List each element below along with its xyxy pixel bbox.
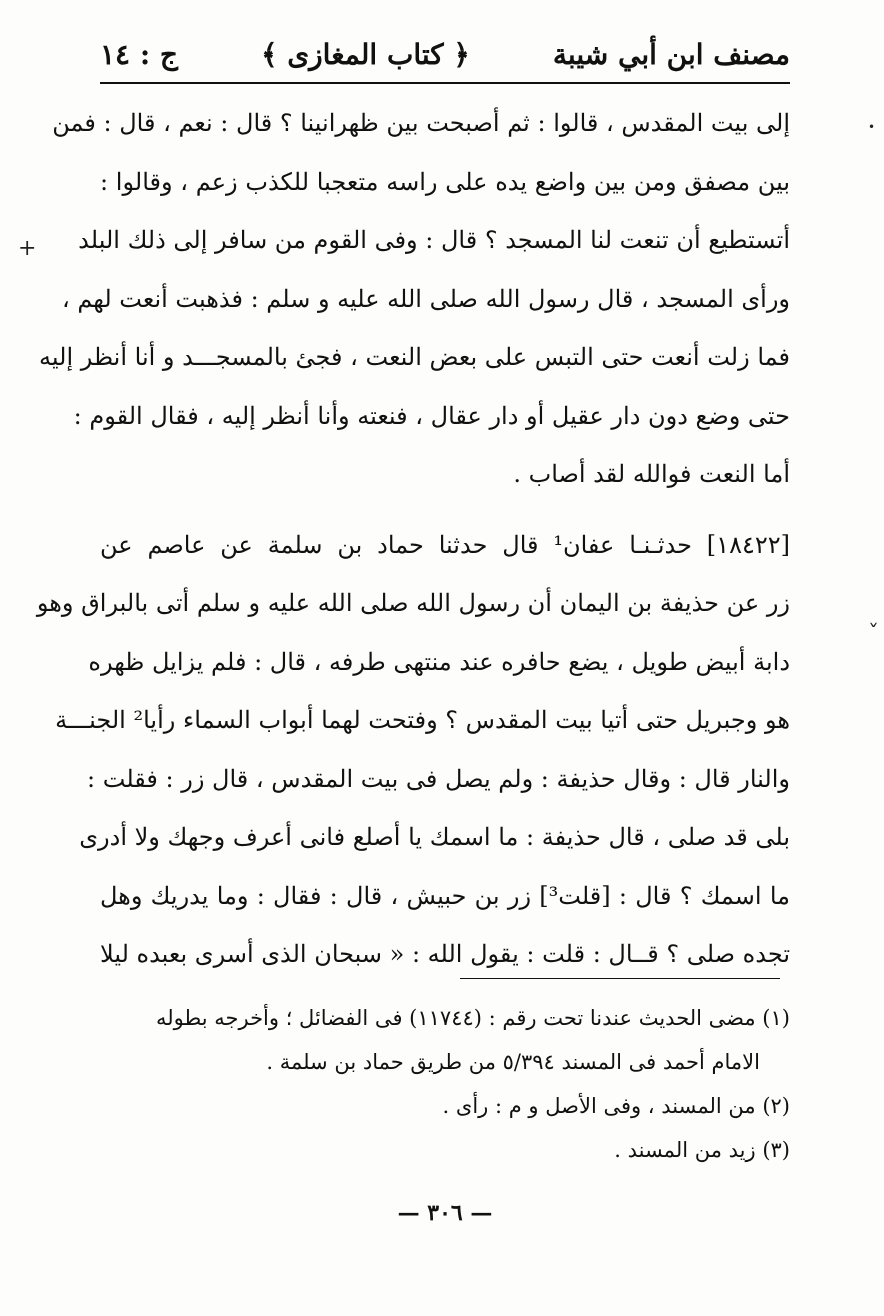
footnotes bbox=[100, 996, 790, 1172]
running-header bbox=[100, 28, 790, 80]
footnote-3: (٣) زيد من المسند . bbox=[614, 1138, 790, 1162]
page-number: — ٣٠٦ — bbox=[397, 1200, 493, 1226]
text-line: أتستطيع أن تنعت لنا المسجد ؟ قال : وفى القوم من سافر إلى ذلك البلد bbox=[78, 226, 790, 254]
margin-tick-mark: ˇ bbox=[868, 622, 879, 647]
footnote-1-continued: الامام أحمد فى المسند ٥/٣٩٤ من طريق حماد بن سلمة . bbox=[266, 1050, 760, 1074]
text-line: فما زلت أنعت حتى التبس على بعض النعت ، فجئ بالمسجـــد و أنا أنظر إليه bbox=[39, 343, 790, 371]
text-line: [١٨٤٢٢] حدثـنـا عفان¹ قال حدثنا حماد بن سلمة عن عاصم عن bbox=[100, 530, 790, 559]
margin-dot-mark: • bbox=[868, 120, 876, 134]
text-line: ما اسمك ؟ قال : [قلت³] زر بن حبيش ، قال : فقال : وما يدريك وهل bbox=[100, 881, 790, 910]
text-line: دابة أبيض طويل ، يضع حافره عند منتهى طرفه ، قال : فلم يزايل ظهره bbox=[88, 647, 790, 676]
text-line: تجده صلى ؟ قــال : قلت : يقول الله : « سبحان الذى أسرى بعبده ليلا bbox=[100, 940, 790, 968]
header-chapter-title: ﴿ كتاب المغازى ﴾ bbox=[261, 37, 470, 71]
text-line: بلى قد صلى ، قال حذيفة : ما اسمك يا أصلع فانى أعرف وجهك ولا أدرى bbox=[79, 823, 790, 851]
paragraph-1 bbox=[39, 94, 790, 504]
text-line: زر عن حذيفة بن اليمان أن رسول الله صلى الله عليه و سلم أتى بالبراق وهو bbox=[36, 589, 790, 617]
paragraph-2 bbox=[36, 516, 790, 984]
header-volume-number: ج : ١٤ bbox=[100, 37, 178, 71]
text-line: أما النعت فوالله لقد أصاب . bbox=[513, 460, 790, 488]
body-text bbox=[36, 94, 790, 984]
header-rule bbox=[100, 82, 790, 84]
footnote-1: (١) مضى الحديث عندنا تحت رقم : (١١٧٤٤) فى الفضائل ؛ وأخرجه بطوله bbox=[155, 1006, 790, 1030]
text-line: والنار قال : وقال حذيفة : ولم يصل فى بيت المقدس ، قال زر : فقلت : bbox=[87, 764, 790, 793]
text-line: حتى وضع دون دار عقيل أو دار عقال ، فنعته وأنا أنظر إليه ، فقال القوم : bbox=[73, 401, 790, 430]
text-line: ورأى المسجد ، قال رسول الله صلى الله عليه و سلم : فذهبت أنعت لهم ، bbox=[61, 284, 790, 313]
header-book-title: مصنف ابن أبي شيبة bbox=[552, 37, 790, 71]
footnote-2: (٢) من المسند ، وفى الأصل و م : رأى . bbox=[442, 1094, 790, 1118]
text-line: هو وجبريل حتى أتيا بيت المقدس ؟ وفتحت لهما أبواب السماء رأيا² الجنـــة bbox=[55, 706, 790, 734]
margin-cross-mark: + bbox=[18, 236, 37, 261]
footnote-rule bbox=[460, 978, 780, 979]
text-line: بين مصفق ومن بين واضع يده على راسه متعجبا للكذب زعم ، وقالوا : bbox=[100, 167, 790, 196]
text-line: إلى بيت المقدس ، قالوا : ثم أصبحت بين ظهرانينا ؟ قال : نعم ، قال : فمن bbox=[52, 109, 790, 137]
